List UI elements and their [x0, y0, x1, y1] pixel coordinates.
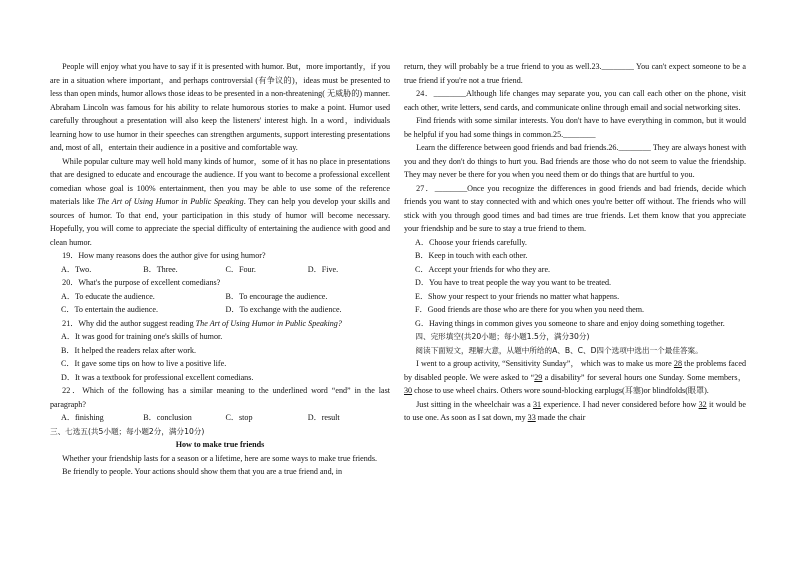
option-a[interactable]: A．It was good for training one's skills of humor. — [61, 332, 223, 341]
option-d[interactable]: D．It was a textbook for professional excellent comedians. — [61, 372, 254, 382]
passage-paragraph-2-text-a: While popular culture may well hold many kinds of humor，some of it has no place in presentations that are designed to educate and encourage the audience. If you want to become a professional excellent comedian whose goal is 100% entertainment, then you may be able to use some of the reference materials like — [50, 156, 390, 206]
blank-32[interactable]: 32 — [698, 399, 707, 409]
question-21 — [50, 317, 390, 331]
option-e[interactable]: E．Show your respect to your friends no matter what happens. — [415, 291, 620, 301]
left-column — [50, 60, 390, 479]
seven-five-paragraph-1: Whether your friendship lasts for a season or a lifetime, here are some ways to make true friends. — [62, 453, 378, 463]
section-4-heading: 四、完形填空(共20小题；每小题1.5分，满分30分) — [415, 332, 590, 341]
seven-five-paragraph-2: Be friendly to people. Your actions should show them that you are a true friend and, in — [62, 467, 342, 476]
question-22-options — [50, 411, 390, 425]
seven-five-paragraph-2-cont: return, they will probably be a true friend to you as well.23.________ You can't expect someone to be a true friend if you're not a true friend. — [404, 62, 746, 85]
passage-paragraph-2 — [50, 155, 390, 250]
question-22: 22．Which of the following has a similar meaning to the underlined word “end” in the last paragraph? — [50, 386, 390, 409]
option-b[interactable]: B．Keep in touch with each other. — [415, 251, 528, 260]
option-c[interactable]: C．To entertain the audience. — [61, 305, 158, 314]
section-4-instructions: 阅读下面短文，理解大意，从题中所给的A、B、C、D四个选项中选出一个最佳答案。 — [415, 345, 703, 355]
cloze-text: I went to a group activity, “Sensitivity Sunday”， which was to make us more — [416, 359, 672, 368]
option-b[interactable]: B．To encourage the audience. — [225, 291, 328, 301]
option-g[interactable]: G．Having things in common gives you someone to share and enjoy doing something together. — [415, 318, 725, 328]
option-b[interactable]: B．It helped the readers relax after work. — [61, 345, 197, 355]
question-19-options — [50, 263, 390, 277]
right-column — [404, 60, 746, 425]
question-19: 19．How many reasons does the author give for using humor? — [62, 251, 266, 260]
cloze-text: it would be to use one. As soon as I sat down, my — [404, 399, 746, 422]
blank-31[interactable]: 31 — [532, 399, 542, 409]
seven-five-paragraph-4: Find friends with some similar interests. You don't have to have everything in common, but it would be helpful if you had some things in common.25.________ — [404, 116, 746, 139]
option-d[interactable]: D．To exchange with the audience. — [225, 305, 342, 314]
option-a[interactable]: A．To educate the audience. — [61, 291, 155, 301]
cloze-text: experience. I had never considered before how — [543, 399, 699, 409]
option-c[interactable]: C．It gave some tips on how to live a positive life. — [61, 359, 227, 368]
seven-five-paragraph-6: 27．________Once you recognize the differences in good friends and bad friends, decide which friends you want to stay connected with and which ones you're better off without. The friends who will stick with you through good times and bad times are true friends. Let them know that you appreciate your friendship and be sure to stay a true friend to them. — [404, 183, 746, 233]
option-b[interactable]: B．conclusion — [143, 413, 192, 422]
seven-five-paragraph-5: Learn the difference between good friends and bad friends.26.________ They are always honest with you and they don't do things to hurt you. Bad friends are those who do not seem to value the friendship. They may never be there for you when you need them or do things that are hurtful to you. — [404, 143, 746, 179]
cloze-text: the problems faced by disabled people. We were asked to “ — [404, 359, 747, 382]
question-21-book-title: The Art of Using Humor in Public Speaking? — [195, 318, 342, 328]
cloze-paragraph-1 — [404, 357, 746, 398]
option-d[interactable]: D．Five. — [307, 264, 339, 274]
passage-title: How to make true friends — [175, 440, 265, 449]
option-c[interactable]: C．stop — [225, 413, 253, 422]
section-3-heading: 三、七选五(共5小题；每小题2分，满分10分) — [50, 426, 205, 436]
blank-29[interactable]: 29 — [534, 372, 543, 382]
question-20: 20．What's the purpose of excellent comedians? — [62, 278, 221, 287]
option-d[interactable]: D．result — [307, 413, 340, 422]
cloze-text: Just sitting in the wheelchair was a — [416, 399, 533, 409]
passage-paragraph-1: People will enjoy what you have to say if it is presented with humor. But，more importantly，if you are in a situation where important，and perhaps controversial (有争议的)，ideas must be presented to less than open minds, humor allows those ideas to be presented in a non-threatening( 无威胁的) manner. Abraham Lincoln was famous for his ability to relate humorous stories to make a point. Humor used carefully throughout a presentation will also keep the listeners' interest high. In a word，individuals learning how to use humor in their speeches can strengthen arguments, support interesting presentations and, most of all，entertain their audience in a positive and comfortable way. — [50, 62, 390, 152]
option-a[interactable]: A．Two. — [61, 264, 92, 274]
option-b[interactable]: B．Three. — [143, 264, 178, 274]
cloze-text: chose to use wheel chairs. Others wore sound-blocking earplugs(耳塞)or blindfolds(眼罩). — [414, 386, 709, 395]
option-c[interactable]: C．Four. — [225, 264, 256, 274]
blank-28[interactable]: 28 — [673, 359, 682, 368]
option-a[interactable]: A．Choose your friends carefully. — [415, 237, 527, 247]
passage-paragraph-2-text-b: . They can help you develop your skills and sources of humor. To that end, your participation in this study of humor will become necessary. Hopefully, you will come to appreciate the special difficulty of entertaining the audience with good and clean humor. — [50, 197, 390, 247]
option-c[interactable]: C．Accept your friends for who they are. — [415, 264, 551, 274]
option-d[interactable]: D．You have to treat people the way you want to be treated. — [415, 278, 612, 287]
book-title: The Art of Using Humor in Public Speaking — [97, 197, 244, 206]
seven-five-paragraph-3: 24．________Although life changes may separate you, you can call each other on the phone, visit each other, write letters, send cards, and communicate online through email and social networking sites. — [404, 89, 746, 112]
question-20-options-row-2 — [50, 303, 390, 317]
blank-33[interactable]: 33 — [527, 413, 536, 422]
cloze-text: made the chair — [537, 413, 586, 422]
question-21-text: 21．Why did the author suggest reading — [62, 318, 196, 328]
blank-30[interactable]: 30 — [404, 386, 413, 395]
question-20-options-row-1 — [50, 290, 390, 304]
option-f[interactable]: F．Good friends are those who are there for you when you need them. — [415, 305, 645, 314]
cloze-paragraph-2 — [404, 398, 746, 425]
cloze-text: a disability” for several hours one Sunday. Some members， — [544, 372, 746, 382]
option-a[interactable]: A．finishing — [61, 413, 104, 422]
